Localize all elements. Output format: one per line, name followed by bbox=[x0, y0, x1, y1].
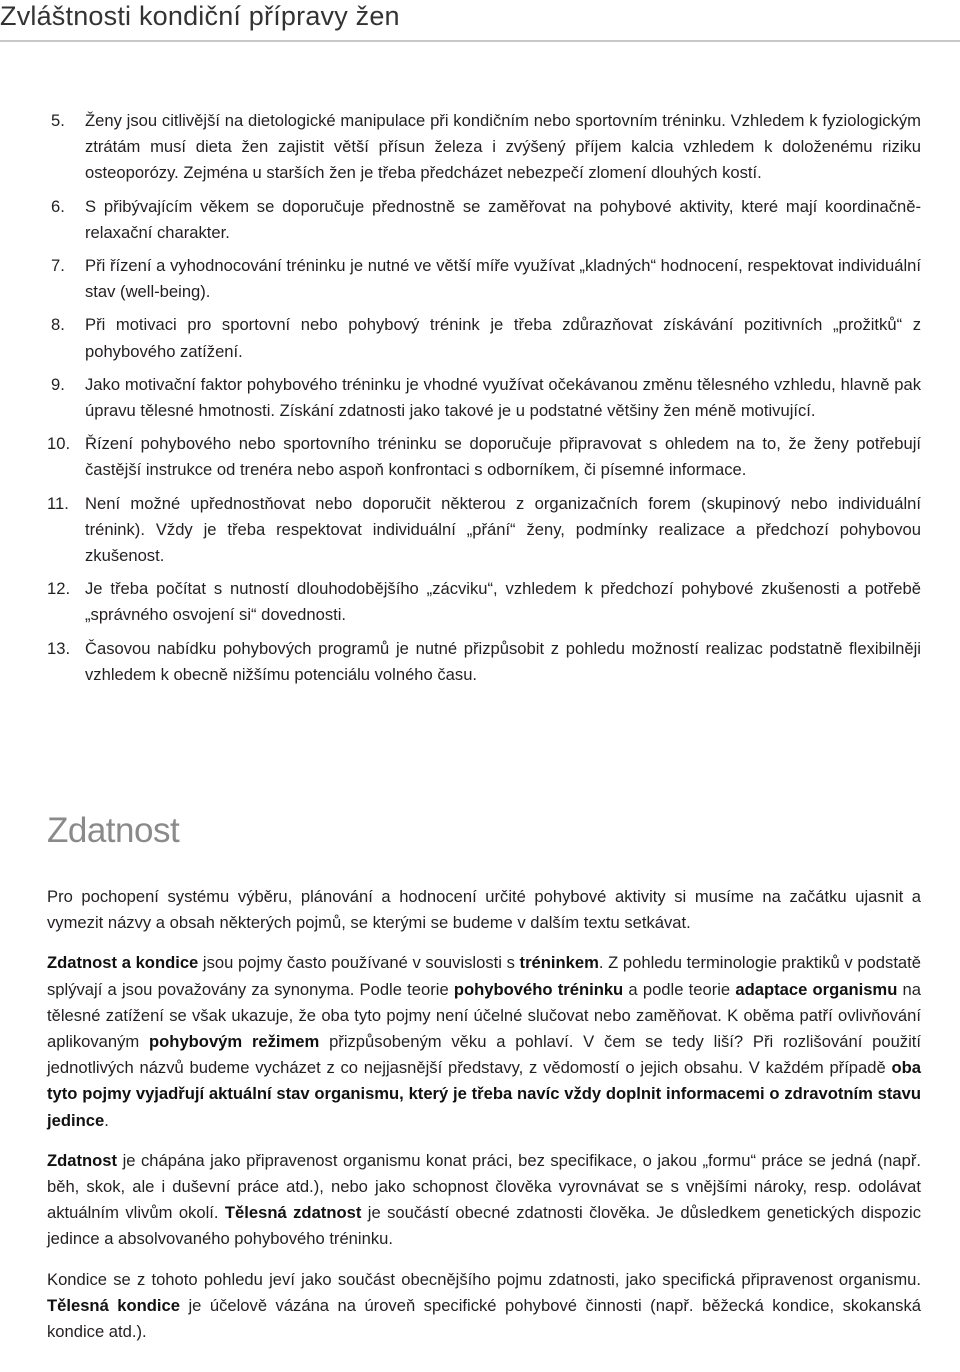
list-item bbox=[47, 108, 921, 187]
paragraph-text: je chápána jako připravenost organismu konat práci, bez specifikace, o jakou „formu“ práce se jedná (např. běh, skok, ale i duševní práce atd.), nebo jako schopnost člověka vyrovnávat se s vnějšími nároky, resp. odolávat aktuálním vlivům okolí. bbox=[47, 1150, 921, 1223]
paragraph-text: a podle teorie bbox=[623, 979, 736, 999]
paragraph-text: . Z pohledu terminologie praktiků v podstatě splývají a jsou považovány za synonyma. Podle teorie bbox=[47, 953, 921, 999]
paragraph-text: je účelově vázána na úroveň specifické pohybové činnosti (např. běžecká kondice, skokanská kondice atd.). bbox=[47, 1295, 921, 1342]
section-heading: Zdatnost bbox=[47, 811, 180, 850]
bold-term: pohybového tréninku bbox=[453, 979, 624, 999]
list-item bbox=[47, 636, 921, 688]
list-item bbox=[47, 576, 921, 628]
list-item-text: Je třeba počítat s nutností dlouhodobějšího „zácviku“, vzhledem k předchozí pohybové zkušenosti a potřebě „správného osvojení si“ dovednosti. bbox=[85, 579, 921, 625]
list-item-text: Řízení pohybového nebo sportovního tréninku se doporučuje připravovat s ohledem na to, že ženy potřebují častější instrukce od trenéra nebo aspoň konfrontaci s odborníkem, či písemné informace. bbox=[85, 434, 921, 480]
list-item bbox=[47, 194, 921, 246]
list-item-text: Při řízení a vyhodnocování tréninku je nutné ve větší míře využívat „kladných“ hodnocení, respektovat individuální stav (well-being). bbox=[85, 256, 921, 302]
list-item-number: 10. bbox=[47, 434, 71, 454]
bold-term: Zdatnost a kondice bbox=[47, 953, 199, 973]
paragraph-text: přizpůsobeným věku a pohlaví. V čem se tedy liší? Při rozlišování použití jednotlivých názvů budeme vycházet z co nejjasnější představy, z vědomostí o jejich obsahu. V každém případě bbox=[47, 1032, 921, 1078]
list-item-number: 11. bbox=[47, 493, 69, 513]
list-item-number: 5. bbox=[51, 111, 65, 130]
paragraph-intro: Pro pochopení systému výběru, plánování a hodnocení určité pohybové aktivity si musíme na začátku ujasnit a vymezit názvy a obsah některých pojmů, se kterými se budeme v dalším textu setkávat. bbox=[47, 887, 921, 933]
list-item bbox=[47, 312, 921, 364]
paragraph-text: . bbox=[104, 1110, 109, 1130]
list-item bbox=[47, 431, 921, 483]
list-item-number: 9. bbox=[51, 374, 65, 394]
paragraph-kondice bbox=[47, 1267, 921, 1346]
bold-term: Zdatnost bbox=[47, 1150, 118, 1170]
bold-term: Tělesná zdatnost bbox=[224, 1203, 362, 1223]
paragraph-zdatnost bbox=[47, 1148, 921, 1253]
paragraph-text: jsou pojmy často používané v souvislosti s bbox=[198, 953, 520, 973]
list-item bbox=[47, 491, 921, 570]
bold-term: Tělesná kondice bbox=[47, 1295, 180, 1315]
paragraph-text: na tělesné zatížení se však ukazuje, že oba tyto pojmy není účelné slučovat nebo zaměňovat. K oběma patří ovlivňování aplikovaným bbox=[47, 979, 921, 1052]
numbered-list bbox=[47, 108, 921, 695]
bold-term: tréninkem bbox=[519, 953, 599, 973]
list-item-text: Při motivaci pro sportovní nebo pohybový trénink je třeba zdůrazňovat získávání pozitivních „prožitků“ z pohybového zatížení. bbox=[85, 315, 921, 361]
paragraph-text: Kondice se z tohoto pohledu jeví jako součást obecnějšího pojmu zdatnosti, jako specifická připravenost organismu. bbox=[47, 1269, 921, 1289]
list-item bbox=[47, 253, 921, 305]
list-item bbox=[47, 372, 921, 424]
list-item-number: 6. bbox=[51, 196, 65, 216]
list-item-text: Ženy jsou citlivější na dietologické manipulace při kondičním nebo sportovním tréninku. Vzhledem k fyziologickým ztrátám musí dieta žen zajistit větší přísun železa i zvýšený příjem kalcia vzhledem k doloženému riziku osteoporózy. Zejména u starších žen je třeba předcházet nebezpečí zlomení dlouhých kostí. bbox=[85, 111, 921, 183]
section-body bbox=[47, 884, 921, 1359]
list-item-number: 7. bbox=[51, 256, 65, 276]
bold-term: adaptace organismu bbox=[735, 979, 898, 999]
running-header-title: Zvláštnosti kondiční přípravy žen bbox=[0, 1, 400, 31]
bold-term: pohybovým režimem bbox=[149, 1032, 320, 1052]
bold-term: oba tyto pojmy vyjadřují aktuální stav organismu, který je třeba navíc vždy doplnit informacemi o zdravotním stavu jedince bbox=[47, 1058, 921, 1130]
list-item-number: 8. bbox=[51, 315, 65, 335]
list-item-text: Časovou nabídku pohybových programů je nutné přizpůsobit z pohledu možností realizac podstatně flexibilněji vzhledem k obecně nižšímu potenciálu volného času. bbox=[85, 638, 921, 684]
list-item-text: S přibývajícím věkem se doporučuje přednostně se zaměřovat na pohybové aktivity, které mají koordinačně-relaxační charakter. bbox=[85, 196, 921, 242]
paragraph-zdatnost-kondice bbox=[47, 950, 921, 1133]
running-header bbox=[0, 0, 960, 42]
paragraph-text: je součástí obecné zdatnosti člověka. Je důsledkem genetických dispozic jedince a absolvovaného pohybového tréninku. bbox=[47, 1203, 921, 1249]
list-item-text: Není možné upřednostňovat nebo doporučit některou z organizačních forem (skupinový nebo individuální trénink). Vždy je třeba respektovat individuální „přání“ ženy, podmínky realizace a předchozí pohybovou zkušenost. bbox=[85, 493, 921, 566]
list-item-text: Jako motivační faktor pohybového tréninku je vhodné využívat očekávanou změnu tělesného vzhledu, hlavně pak úpravu tělesné hmotnosti. Získání zdatnosti jako takové je u podstatné většiny žen méně motivující. bbox=[85, 374, 921, 421]
list-item-number: 12. bbox=[47, 579, 71, 599]
list-item-number: 13. bbox=[47, 638, 71, 658]
